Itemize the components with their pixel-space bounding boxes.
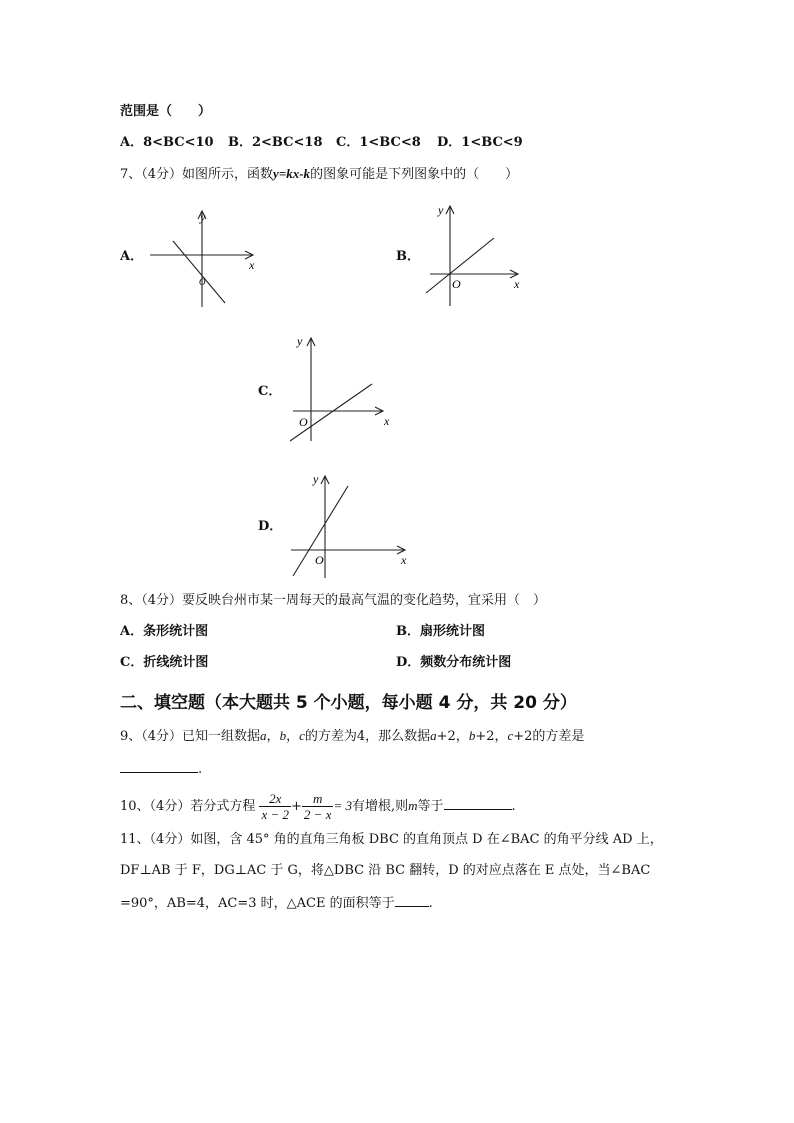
q10-fraction-2 [302,791,334,822]
q10-part-2: 有增根,则 [352,799,409,814]
q9-stem [120,728,584,745]
x-label: x [249,258,255,272]
q7-option-c-label: C． [258,384,282,399]
function-line [173,241,225,303]
x-label: x [384,414,390,428]
q11-line-1: 11、（4分）如图，含 45° 角的直角三角板 DBC 的直角顶点 D 在∠BAC 的角平分线 AD 上， [120,832,663,847]
q9-var-a2: a [430,728,437,743]
q7-option-b-label: B． [396,249,420,264]
q10-fraction-1 [259,791,291,822]
q9-part-3: +2， [436,729,469,744]
q6-option-d: D．1<BC<9 [437,135,523,150]
q10-f2-numerator: m [302,791,334,807]
q9-sep-2: ， [286,729,300,744]
q9-answer-blank[interactable] [120,760,198,773]
q7-stem [120,166,518,183]
q10-var-m: m [408,798,418,813]
y-label: y [313,472,319,486]
q8-option-c: C．折线统计图 [120,655,209,670]
q9-answer-line [120,760,202,778]
q9-part-5: +2的方差是 [513,729,585,744]
q7-graph-d [285,470,415,580]
q11-line-3-text: =90°，AB=4，AC=3 时，△ACE 的面积等于 [120,896,395,911]
q9-sep-1: ， [266,729,280,744]
origin-label: O [452,277,461,291]
q10-f1-numerator: 2x [259,791,291,807]
q9-var-c: c [299,728,305,743]
y-label: y [200,210,206,224]
section-2-title: 二、填空题（本大题共 5 个小题，每小题 4 分，共 20 分） [120,693,577,713]
q10-part-3: 等于 [417,799,444,814]
q7-graph-c [285,333,395,448]
q9-part-2: 的方差为4，那么数据 [304,729,431,744]
q7-graph-b [420,200,530,310]
q7-suffix: 的图象可能是下列图象中的（ ） [310,167,519,182]
q9-var-b: b [279,728,287,743]
q11-answer-blank[interactable] [395,894,429,907]
origin-label: O [299,415,308,429]
q9-var-a: a [260,728,267,743]
q10-equals: = 3 [333,798,352,813]
q8-option-b: B．扇形统计图 [396,624,485,639]
q6-tail: 范围是（ ） [120,104,212,119]
q10-f2-denominator: 2 − x [303,807,332,822]
q10-end: . [511,799,516,814]
q10-plus: + [291,799,302,814]
q7-expr: y=kx-k [273,166,311,181]
q6-option-b: B．2<BC<18 [228,135,323,150]
q11-line-2: DF⊥AB 于 F，DG⊥AC 于 G，将△DBC 沿 BC 翻转，D 的对应点落在 E 点处，当∠BAC [120,863,651,878]
q11-end: . [428,896,433,911]
q9-var-c2: c [507,728,514,743]
q6-option-a: A．8<BC<10 [120,135,214,150]
x-label: x [401,553,407,567]
y-label: y [438,203,444,217]
q9-part-1: 9、（4分）已知一组数据 [120,729,261,744]
q7-option-d-label: D． [258,519,283,534]
q6-option-c: C．1<BC<8 [336,135,421,150]
x-label: x [514,277,520,291]
q8-option-d: D．频数分布统计图 [396,655,512,670]
q7-prefix: 7、（4分）如图所示，函数 [120,167,274,182]
origin-label: O [315,553,324,567]
q10-part-1: 10、（4分）若分式方程 [120,799,256,814]
q10-answer-blank[interactable] [444,797,512,810]
q7-graph-a [145,205,265,315]
q10-stem [120,787,516,826]
origin-label: O [199,277,206,287]
q7-option-a-label: A． [120,249,144,264]
function-line [290,384,372,441]
q8-stem: 8、（4分）要反映台州市某一周每天的最高气温的变化趋势，宜采用（ ） [120,593,547,608]
q9-var-b2: b [468,728,476,743]
y-label: y [297,334,303,348]
q10-f1-denominator: x − 2 [261,807,290,822]
q9-part-4: +2， [475,729,508,744]
q8-option-a: A．条形统计图 [120,624,209,639]
q11-line-3 [120,894,433,912]
q9-end: . [198,762,203,777]
